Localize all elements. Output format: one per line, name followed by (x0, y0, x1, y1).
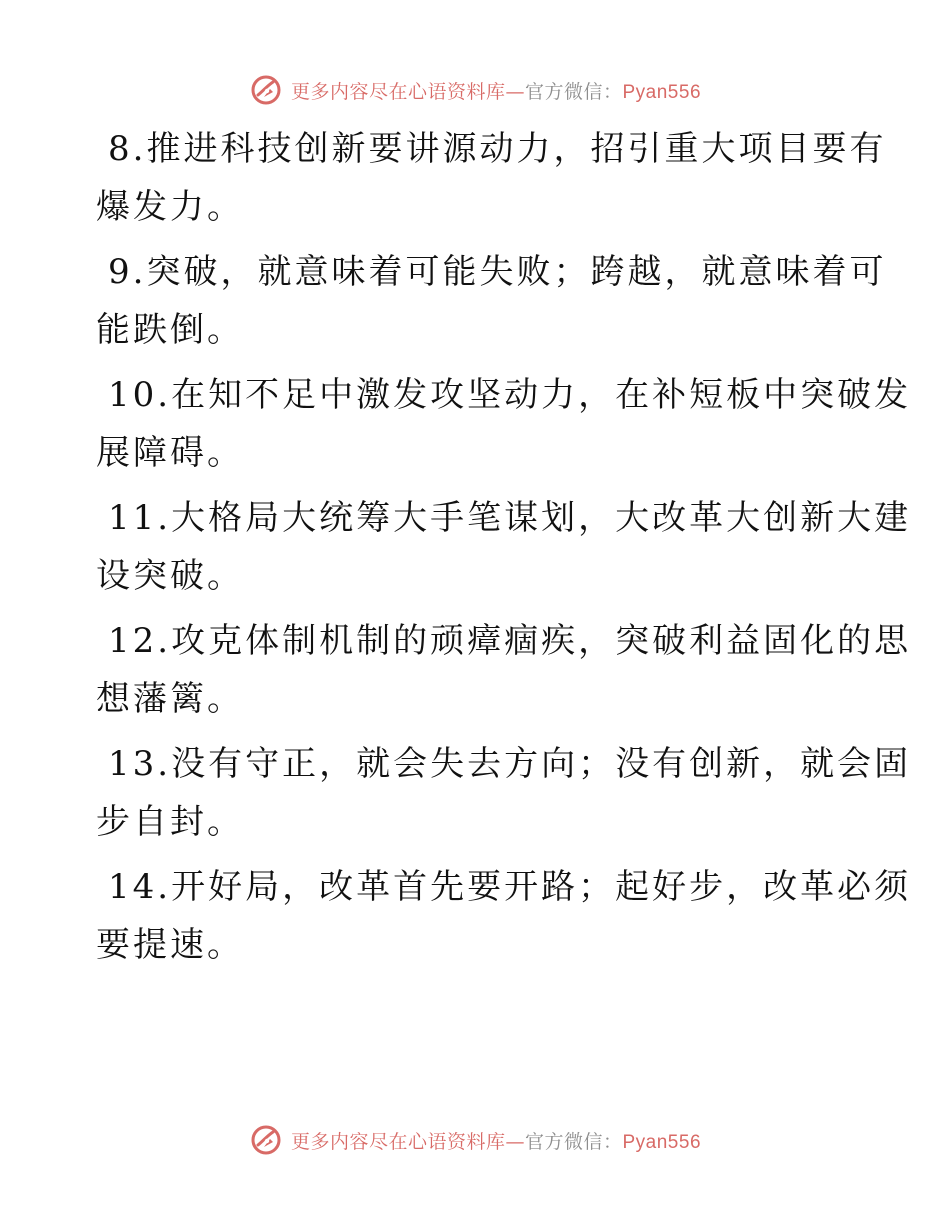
paragraph-line: 能跌倒。 (96, 310, 244, 350)
paragraph-14 (96, 858, 912, 974)
paragraph-line: 9.突破，就意味着可能失败；跨越，就意味着可 (108, 252, 887, 292)
paragraph-line: 8.推进科技创新要讲源动力，招引重大项目要有 (108, 129, 887, 169)
header-banner-sub: 官方微信： (524, 80, 623, 103)
paragraph-line: 步自封。 (96, 802, 244, 842)
header-banner-id: Pyan556 (622, 81, 702, 103)
paragraph-12 (96, 612, 912, 728)
paragraph-line: 11.大格局大统筹大手笔谋划，大改革大创新大建 (108, 498, 912, 538)
paragraph-line: 12.攻克体制机制的顽瘴痼疾，突破利益固化的思 (108, 621, 912, 661)
paragraph-line: 想藩篱。 (96, 679, 244, 719)
header-banner-main: 更多内容尽在心语资料库— (290, 80, 525, 103)
footer-banner-main: 更多内容尽在心语资料库— (290, 1130, 525, 1153)
paragraph-line: 设突破。 (96, 556, 244, 596)
footer-banner-sub: 官方微信： (524, 1130, 623, 1153)
paragraph-line: 13.没有守正，就会失去方向；没有创新，就会固 (108, 744, 912, 784)
footer-banner-text (291, 1127, 701, 1154)
paragraph-line: 10.在知不足中激发攻坚动力，在补短板中突破发 (108, 375, 912, 415)
pen-nib-logo-icon (249, 73, 283, 107)
paragraph-line: 展障碍。 (96, 433, 244, 473)
header-banner-text (291, 77, 701, 104)
paragraph-11 (96, 489, 912, 605)
document-content (96, 120, 912, 981)
paragraph-8 (96, 120, 887, 236)
header-banner (0, 70, 950, 110)
paragraph-line: 要提速。 (96, 925, 244, 965)
paragraph-10 (96, 366, 912, 482)
footer-banner-id: Pyan556 (622, 1131, 702, 1153)
paragraph-line: 爆发力。 (96, 187, 244, 227)
pen-nib-logo-icon (249, 1123, 283, 1157)
paragraph-9 (96, 243, 887, 359)
paragraph-line: 14.开好局，改革首先要开路；起好步，改革必须 (108, 867, 912, 907)
paragraph-13 (96, 735, 912, 851)
footer-banner (0, 1120, 950, 1160)
